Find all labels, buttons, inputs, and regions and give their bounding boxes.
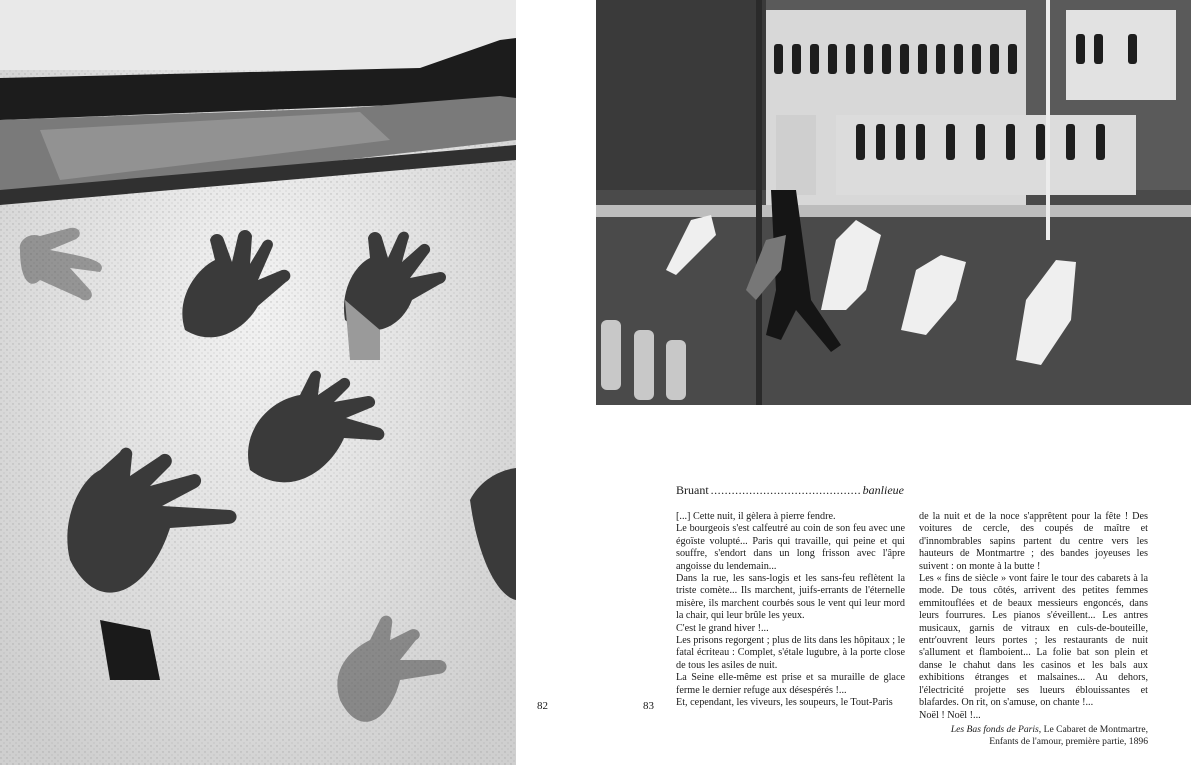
text-column-1 <box>676 511 905 710</box>
paragraph: Le bourgeois s'est calfeutré au coin de son feu avec une égoïste volupté... Paris qui travaille, qui peine et qui souffre, s'endort dans un long frisson avec l'âpre angoisse du lendemain... <box>676 523 905 572</box>
paragraph: Et, cependant, les viveurs, les soupeurs, le Tout-Paris <box>676 697 893 709</box>
paragraph: Noël ! Noël !... <box>919 709 981 721</box>
section-heading <box>676 483 904 498</box>
paragraph: Dans la rue, les sans-logis et les sans-feu reflètent la triste comète... Ils marchent, juifs-errants de l'éternelle misère, ils marchent courbés sous le vent qui leur mord la chair, qui leur brûle les yeux. <box>676 573 905 622</box>
heading-author: Bruant <box>676 483 709 497</box>
paragraph: C'est le grand hiver !... <box>676 622 769 634</box>
paragraph: La Seine elle-même est prise et sa muraille de glace ferme le dernier refuge aux désespérés !... <box>676 672 905 696</box>
heading-leader-dots <box>711 483 861 498</box>
citation-line-2: Enfants de l'amour, première partie, 1896 <box>989 736 1148 748</box>
text-column-2 <box>919 511 1148 749</box>
heading-section: banlieue <box>862 483 904 497</box>
source-citation <box>919 724 1148 749</box>
paragraph: [...] Cette nuit, il gèlera à pierre fendre. <box>676 511 836 522</box>
glove-shop-window-photo <box>596 0 1191 405</box>
citation-rest: , Le Cabaret de Montmartre, <box>1038 723 1148 735</box>
paragraph: de la nuit et de la noce s'apprêtent pour la fête ! Des voitures de cercle, des coupés de maître et d'innombrables sapins partent du centre vers les hauteurs de Montmartre ; des bandes joyeuses les suivent : on monte à la butte ! <box>919 511 1148 572</box>
paragraph: Les prisons regorgent ; plus de lits dans les hôpitaux ; le fatal écriteau : Complet, s'étale lugubre, à la porte close de tous les asiles de nuit. <box>676 635 905 671</box>
hand-prints-in-snow-photo <box>0 0 516 765</box>
paragraph: Les « fins de siècle » vont faire le tour des cabarets à la mode. De tous côtés, arrivent des petites femmes emmitouflées et de beaux messieurs engoncés, dans leurs fourrures. Les pianos s'éveillent... Les antres musicaux, garnis de vitraux en culs-de-bouteille, entr'ouvrent leurs portes ; les restaurants de nuit s'allument et flamboient... La folie bat son plein et danse le chahut dans les casinos et les bals aux exhibitions étranges et malsaines... Au dehors, l'électricité projette ses lueurs éblouissantes et blafardes. On rit, on s'amuse, on chante !... <box>919 573 1148 709</box>
citation-title: Les Bas fonds de Paris <box>950 723 1039 735</box>
page-number-left: 82 <box>537 700 548 712</box>
page-number-right: 83 <box>643 700 654 712</box>
